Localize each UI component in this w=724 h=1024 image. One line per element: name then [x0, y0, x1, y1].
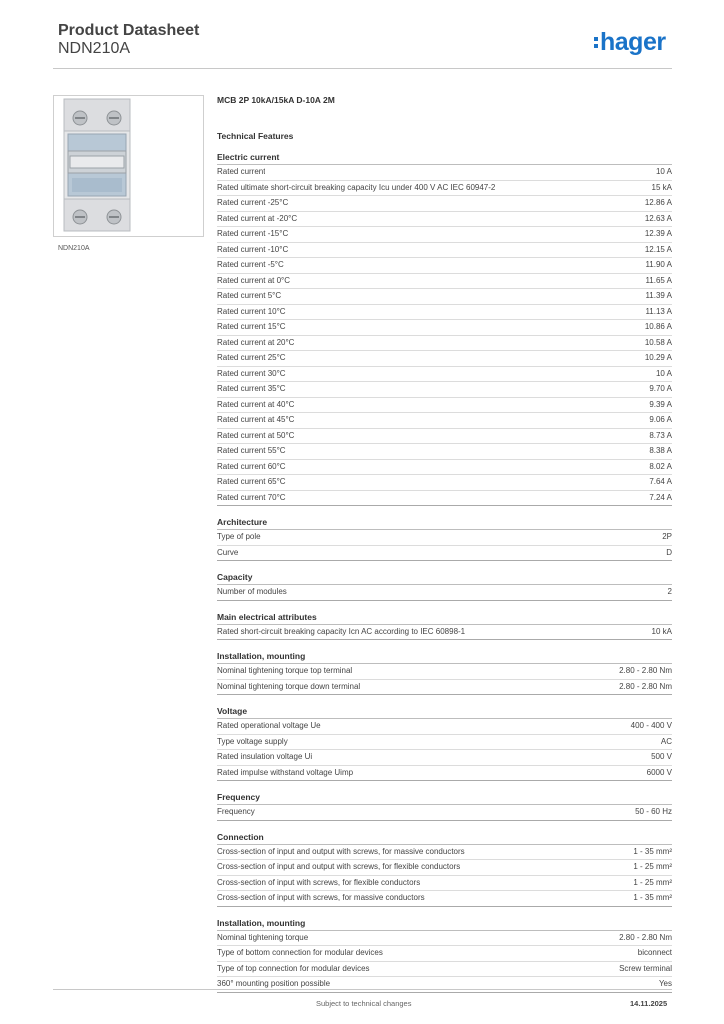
product-name: MCB 2P 10kA/15kA D-10A 2M	[217, 95, 335, 105]
spec-row	[217, 165, 672, 181]
spec-label: Type of top connection for modular devices	[217, 963, 370, 973]
spec-section	[217, 516, 672, 561]
spec-label: Rated current 10°C	[217, 306, 286, 316]
spec-section	[217, 151, 672, 506]
spec-value: 1 - 35 mm²	[633, 846, 672, 856]
section-title: Installation, mounting	[217, 917, 672, 931]
spec-value: 8.02 A	[649, 461, 672, 471]
spec-label: Rated current at -20°C	[217, 213, 298, 223]
section-title: Main electrical attributes	[217, 611, 672, 625]
spec-section	[217, 831, 672, 907]
spec-row	[217, 625, 672, 641]
spec-row	[217, 382, 672, 398]
spec-label: Rated current -5°C	[217, 260, 284, 269]
section-title: Architecture	[217, 516, 672, 530]
spec-row	[217, 227, 672, 243]
spec-label: Nominal tightening torque down terminal	[217, 681, 361, 691]
spec-value: 2	[667, 587, 672, 596]
spec-row	[217, 212, 672, 228]
spec-label: Rated impulse withstand voltage Uimp	[217, 767, 354, 777]
spec-value: 12.15 A	[644, 244, 672, 254]
footer-divider	[53, 989, 672, 990]
spec-row	[217, 680, 672, 696]
spec-section	[217, 917, 672, 993]
spec-row	[217, 429, 672, 445]
spec-row	[217, 977, 672, 993]
spec-row	[217, 258, 672, 274]
spec-value: 8.73 A	[649, 430, 672, 440]
spec-value: 10.29 A	[644, 353, 672, 362]
spec-value: D	[666, 547, 672, 557]
spec-row	[217, 367, 672, 383]
spec-row	[217, 475, 672, 491]
spec-row	[217, 946, 672, 962]
spec-value: 15 kA	[651, 182, 672, 192]
section-title: Connection	[217, 831, 672, 845]
spec-section	[217, 650, 672, 695]
spec-row	[217, 413, 672, 429]
spec-content	[217, 95, 672, 993]
spec-label: Rated current 60°C	[217, 461, 286, 471]
section-rows	[217, 719, 672, 781]
spec-value: biconnect	[637, 948, 672, 957]
spec-row	[217, 289, 672, 305]
spec-label: Rated current -15°C	[217, 229, 289, 238]
spec-value: 11.90 A	[645, 260, 672, 269]
spec-label: Rated current	[217, 167, 266, 176]
spec-value: 2P	[662, 532, 672, 541]
section-rows	[217, 845, 672, 907]
spec-label: Rated current 15°C	[217, 322, 286, 331]
spec-value: AC	[660, 736, 672, 746]
section-rows	[217, 530, 672, 561]
spec-value: 9.39 A	[649, 399, 672, 409]
spec-row	[217, 196, 672, 212]
spec-section	[217, 791, 672, 821]
spec-value: 12.39 A	[644, 229, 672, 238]
spec-value: 2.80 - 2.80 Nm	[619, 666, 672, 675]
spec-label: Rated current at 50°C	[217, 430, 295, 440]
spec-label: Rated short-circuit breaking capacity Icn AC according to IEC 60898-1	[217, 626, 466, 636]
spec-row	[217, 891, 672, 907]
section-rows	[217, 931, 672, 993]
section-rows	[217, 625, 672, 641]
spec-value: 11.13 A	[645, 306, 672, 316]
header-divider	[53, 68, 672, 69]
spec-section	[217, 705, 672, 781]
spec-row	[217, 766, 672, 782]
section-rows	[217, 585, 672, 601]
spec-label: Frequency	[217, 807, 255, 816]
spec-value: 400 - 400 V	[630, 721, 672, 730]
spec-row	[217, 664, 672, 680]
spec-row	[217, 460, 672, 476]
spec-value: 9.70 A	[649, 384, 672, 393]
product-image	[53, 95, 204, 237]
spec-row	[217, 491, 672, 507]
spec-value: 10 kA	[651, 626, 672, 636]
spec-value: Yes	[658, 979, 672, 988]
spec-label: Cross-section of input and output with screws, for flexible conductors	[217, 862, 461, 871]
spec-row	[217, 181, 672, 197]
spec-section	[217, 571, 672, 601]
spec-value: 7.24 A	[649, 492, 672, 502]
spec-label: Cross-section of input with screws, for massive conductors	[217, 893, 425, 902]
technical-features-heading: Technical Features	[217, 131, 294, 141]
spec-label: Type of bottom connection for modular devices	[217, 948, 383, 957]
spec-sections	[217, 151, 672, 993]
spec-label: Curve	[217, 547, 239, 557]
spec-value: Screw terminal	[619, 963, 672, 973]
logo-dots-icon	[594, 34, 598, 51]
spec-value: 11.39 A	[645, 291, 672, 300]
spec-label: Rated current at 45°C	[217, 415, 295, 424]
spec-value: 10 A	[655, 167, 672, 176]
spec-value: 1 - 35 mm²	[633, 893, 672, 902]
spec-value: 10.58 A	[644, 337, 672, 347]
spec-value: 11.65 A	[645, 275, 672, 285]
spec-label: Rated current 25°C	[217, 353, 286, 362]
spec-label: Rated ultimate short-circuit breaking capacity Icu under 400 V AC IEC 60947-2	[217, 182, 496, 192]
spec-row	[217, 931, 672, 947]
section-rows	[217, 165, 672, 506]
section-rows	[217, 664, 672, 695]
footer-date: 14.11.2025	[630, 999, 668, 1008]
spec-row	[217, 274, 672, 290]
spec-row	[217, 845, 672, 861]
footer-note: Subject to technical changes	[316, 999, 412, 1008]
spec-value: 1 - 25 mm²	[633, 877, 672, 887]
spec-section	[217, 611, 672, 641]
page-title: Product Datasheet	[58, 22, 200, 39]
spec-row	[217, 750, 672, 766]
section-title: Installation, mounting	[217, 650, 672, 664]
spec-row	[217, 444, 672, 460]
section-title: Electric current	[217, 151, 672, 165]
product-code: NDN210A	[58, 40, 131, 57]
spec-label: 360° mounting position possible	[217, 979, 331, 988]
spec-row	[217, 243, 672, 259]
spec-row	[217, 962, 672, 978]
spec-value: 7.64 A	[649, 477, 672, 486]
spec-row	[217, 320, 672, 336]
spec-label: Rated current 65°C	[217, 477, 286, 486]
section-title: Capacity	[217, 571, 672, 585]
spec-row	[217, 530, 672, 546]
image-caption: NDN210A	[58, 245, 90, 252]
spec-value: 2.80 - 2.80 Nm	[619, 681, 672, 691]
spec-label: Cross-section of input and output with screws, for massive conductors	[217, 846, 465, 856]
spec-label: Rated current 70°C	[217, 492, 286, 502]
spec-value: 2.80 - 2.80 Nm	[619, 932, 672, 942]
spec-label: Rated insulation voltage Ui	[217, 752, 313, 761]
circuit-breaker-icon	[54, 96, 203, 236]
spec-value: 1 - 25 mm²	[633, 862, 672, 871]
spec-label: Rated current at 20°C	[217, 337, 295, 347]
spec-row	[217, 351, 672, 367]
spec-label: Type voltage supply	[217, 736, 288, 746]
spec-label: Rated current at 40°C	[217, 399, 295, 409]
spec-value: 10 A	[655, 368, 672, 378]
spec-value: 8.38 A	[649, 446, 672, 455]
section-title: Voltage	[217, 705, 672, 719]
spec-label: Nominal tightening torque top terminal	[217, 666, 353, 675]
spec-label: Rated current 5°C	[217, 291, 282, 300]
spec-value: 10.86 A	[644, 322, 672, 331]
spec-label: Rated current -10°C	[217, 244, 289, 254]
spec-label: Rated current 35°C	[217, 384, 286, 393]
spec-value: 9.06 A	[649, 415, 672, 424]
spec-row	[217, 398, 672, 414]
spec-label: Cross-section of input with screws, for flexible conductors	[217, 877, 421, 887]
spec-value: 12.86 A	[644, 198, 672, 207]
spec-label: Number of modules	[217, 587, 287, 596]
spec-row	[217, 860, 672, 876]
spec-row	[217, 805, 672, 821]
section-rows	[217, 805, 672, 821]
spec-row	[217, 735, 672, 751]
spec-row	[217, 719, 672, 735]
spec-value: 50 - 60 Hz	[635, 807, 672, 816]
spec-label: Rated current at 0°C	[217, 275, 291, 285]
spec-label: Rated operational voltage Ue	[217, 721, 321, 730]
spec-label: Rated current 30°C	[217, 368, 286, 378]
spec-label: Type of pole	[217, 532, 261, 541]
logo-text: hager	[600, 28, 666, 56]
spec-row	[217, 585, 672, 601]
spec-row	[217, 305, 672, 321]
spec-label: Rated current 55°C	[217, 446, 286, 455]
hager-logo	[594, 28, 666, 57]
spec-row	[217, 876, 672, 892]
spec-value: 500 V	[651, 752, 672, 761]
spec-row	[217, 546, 672, 562]
spec-label: Rated current -25°C	[217, 198, 289, 207]
spec-label: Nominal tightening torque	[217, 932, 309, 942]
spec-value: 6000 V	[646, 767, 672, 777]
spec-row	[217, 336, 672, 352]
spec-value: 12.63 A	[644, 213, 672, 223]
section-title: Frequency	[217, 791, 672, 805]
